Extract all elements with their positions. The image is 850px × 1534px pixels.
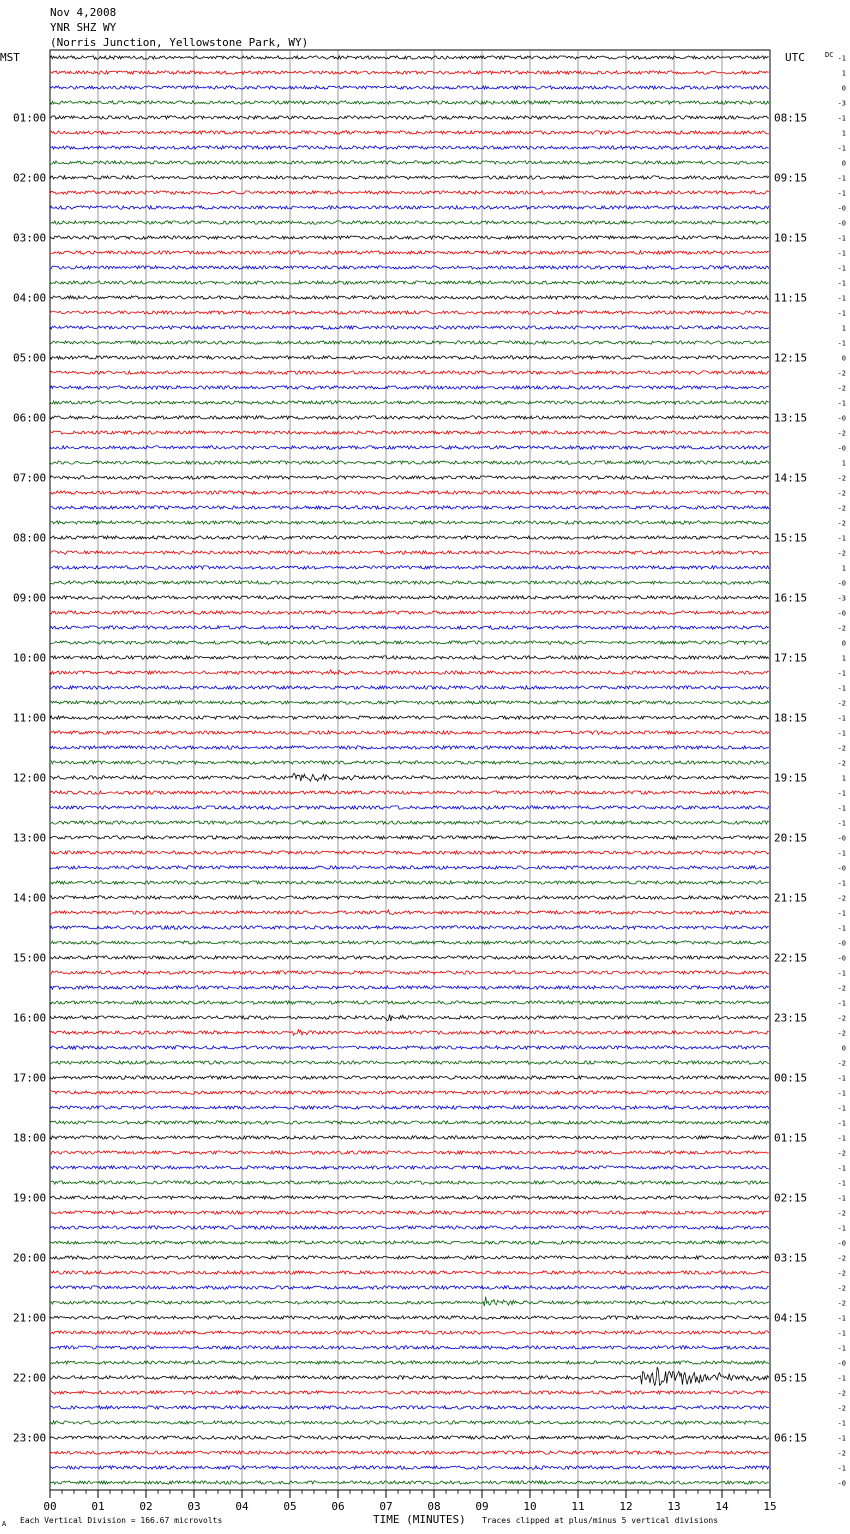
dc-offset-label: -2: [837, 699, 846, 708]
utc-hour-label: 14:15: [774, 471, 808, 485]
trace-row: [50, 910, 769, 915]
utc-hour-label: 05:15: [774, 1371, 808, 1385]
dc-offset-label: -2: [837, 1449, 846, 1458]
dc-offset-label: -2: [837, 489, 846, 498]
utc-hour-label: 13:15: [774, 411, 808, 425]
trace-row: [50, 56, 769, 59]
utc-hour-label: 16:15: [774, 591, 808, 605]
dc-offset-label: -1: [837, 1074, 846, 1083]
utc-hour-label: 02:15: [774, 1191, 808, 1205]
dc-offset-label: -1: [837, 1374, 846, 1383]
trace-row: [50, 236, 769, 239]
trace-row: [50, 356, 769, 359]
dc-offset-header: DC: [825, 51, 834, 59]
dc-offset-label: -2: [837, 984, 846, 993]
dc-offset-label: -1: [837, 1344, 846, 1353]
trace-row: [50, 611, 769, 614]
utc-hour-label: 01:15: [774, 1131, 808, 1145]
dc-offset-label: -1: [837, 249, 846, 258]
dc-offset-label: -1: [837, 999, 846, 1008]
dc-offset-label: 0: [841, 1044, 846, 1053]
mst-hour-label: 09:00: [13, 591, 47, 605]
utc-hour-label: 15:15: [774, 531, 808, 545]
trace-row: [50, 686, 769, 689]
mst-hour-label: 13:00: [13, 831, 47, 845]
dc-offset-label: -1: [837, 879, 846, 888]
dc-offset-label: 0: [841, 639, 846, 648]
station-code: YNR SHZ WY: [50, 21, 117, 34]
dc-offset-label: -2: [837, 1029, 846, 1038]
trace-row: [50, 161, 769, 164]
trace-row: [50, 551, 769, 554]
mst-hour-label: 14:00: [13, 891, 47, 905]
dc-offset-label: 0: [841, 354, 846, 363]
x-tick-label: 14: [715, 1500, 729, 1513]
trace-row: [50, 926, 769, 929]
trace-row: [50, 791, 769, 794]
mst-hour-label: 12:00: [13, 771, 47, 785]
dc-offset-label: -1: [837, 1224, 846, 1233]
trace-row: [50, 1466, 769, 1469]
mst-hour-label: 10:00: [13, 651, 47, 665]
trace-row: [50, 1451, 769, 1454]
x-tick-label: 01: [91, 1500, 105, 1513]
trace-row: [50, 1046, 769, 1049]
seismic-traces: [50, 56, 769, 1484]
dc-offset-label: -1: [837, 969, 846, 978]
trace-row: [50, 371, 769, 374]
mst-hour-label: 18:00: [13, 1131, 47, 1145]
dc-offset-label: 1: [841, 774, 846, 783]
trace-row: [50, 986, 769, 989]
dc-offset-label: -0: [837, 939, 846, 948]
x-tick-label: 04: [235, 1500, 249, 1513]
trace-row: [50, 191, 769, 194]
trace-row: [50, 881, 769, 884]
dc-offset-label: -1: [837, 264, 846, 273]
dc-offset-label: -1: [837, 729, 846, 738]
dc-offset-label: 0: [841, 159, 846, 168]
dc-offset-label: -1: [837, 189, 846, 198]
x-tick-label: 13: [667, 1500, 681, 1513]
dc-offset-label: -1: [837, 1434, 846, 1443]
trace-row: [50, 851, 769, 854]
utc-hour-label: 23:15: [774, 1011, 808, 1025]
trace-row: [50, 774, 769, 782]
dc-offset-label: -2: [837, 384, 846, 393]
dc-offset-label: -1: [837, 924, 846, 933]
trace-row: [50, 86, 769, 89]
mst-hour-label: 16:00: [13, 1011, 47, 1025]
trace-row: [50, 146, 769, 149]
utc-hour-label: 10:15: [774, 231, 808, 245]
dc-offset-label: -1: [837, 1134, 846, 1143]
dc-offset-label: -1: [837, 1089, 846, 1098]
x-tick-label: 02: [139, 1500, 153, 1513]
trace-row: [50, 866, 769, 869]
mst-hour-label: 06:00: [13, 411, 47, 425]
trace-row: [50, 1106, 769, 1109]
dc-offset-label: -2: [837, 504, 846, 513]
dc-offset-labels: [838, 55, 846, 1488]
dc-offset-label: 1: [841, 129, 846, 138]
trace-row: [50, 641, 769, 645]
dc-offset-label: -3: [837, 594, 846, 603]
x-tick-label: 15: [763, 1500, 777, 1513]
dc-offset-label: -1: [837, 1179, 846, 1188]
utc-hour-label: 11:15: [774, 291, 808, 305]
dc-offset-label: -1: [837, 1329, 846, 1338]
trace-row: [50, 446, 769, 449]
dc-offset-label: -1: [837, 804, 846, 813]
trace-row: [50, 431, 769, 434]
x-tick-label: 06: [331, 1500, 345, 1513]
left-timezone-label: MST: [0, 51, 20, 64]
x-tick-label: 12: [619, 1500, 633, 1513]
record-date: Nov 4,2008: [50, 6, 117, 19]
dc-offset-label: -1: [837, 234, 846, 243]
dc-offset-label: -2: [837, 1209, 846, 1218]
dc-offset-label: 1: [841, 459, 846, 468]
dc-offset-label: -1: [837, 819, 846, 828]
dc-offset-label: -1: [837, 174, 846, 183]
trace-row: [50, 116, 769, 119]
dc-offset-label: -3: [837, 99, 846, 108]
dc-offset-label: 1: [841, 654, 846, 663]
trace-row: [50, 251, 769, 254]
dc-offset-label: -2: [837, 759, 846, 768]
vertical-division-note: Each Vertical Division = 166.67 microvolts: [20, 1516, 223, 1525]
trace-row: [50, 1271, 769, 1274]
trace-row: [50, 491, 769, 494]
trace-row: [50, 1061, 769, 1064]
trace-row: [50, 566, 769, 569]
mst-hour-label: 21:00: [13, 1311, 47, 1325]
mst-hour-label: 19:00: [13, 1191, 47, 1205]
x-tick-label: 11: [571, 1500, 585, 1513]
utc-hour-labels: [774, 112, 807, 1445]
trace-row: [50, 596, 769, 599]
dc-offset-label: 1: [841, 69, 846, 78]
trace-row: [50, 296, 769, 299]
dc-offset-label: -0: [837, 609, 846, 618]
dc-offset-label: -0: [837, 204, 846, 213]
trace-row: [50, 221, 769, 224]
trace-row: [50, 1166, 769, 1169]
trace-row: [50, 1181, 769, 1184]
dc-offset-label: -1: [837, 144, 846, 153]
trace-row: [50, 626, 769, 629]
utc-hour-label: 18:15: [774, 711, 808, 725]
trace-row: [50, 1001, 769, 1004]
trace-row: [50, 101, 769, 104]
mst-hour-label: 17:00: [13, 1071, 47, 1085]
dc-offset-label: -0: [837, 1359, 846, 1368]
mst-hour-label: 15:00: [13, 951, 47, 965]
dc-offset-label: -1: [837, 1314, 846, 1323]
trace-row: [50, 386, 769, 389]
utc-hour-label: 09:15: [774, 171, 808, 185]
x-tick-label: 10: [523, 1500, 537, 1513]
dc-offset-label: -2: [837, 474, 846, 483]
dc-offset-label: 1: [841, 564, 846, 573]
utc-hour-label: 21:15: [774, 891, 808, 905]
dc-offset-label: -1: [837, 789, 846, 798]
right-timezone-label: UTC: [785, 51, 805, 64]
x-tick-label: 00: [43, 1500, 57, 1513]
mst-hour-label: 02:00: [13, 171, 47, 185]
dc-offset-label: 1: [841, 324, 846, 333]
dc-offset-label: -1: [837, 849, 846, 858]
utc-hour-label: 06:15: [774, 1431, 808, 1445]
dc-offset-label: -1: [837, 684, 846, 693]
trace-row: [50, 311, 769, 314]
dc-offset-label: -2: [837, 1059, 846, 1068]
trace-row: [50, 266, 769, 269]
dc-offset-label: -1: [837, 294, 846, 303]
trace-row: [50, 716, 769, 719]
dc-offset-label: -2: [837, 1404, 846, 1413]
dc-offset-label: -2: [837, 1269, 846, 1278]
trace-row: [50, 1361, 769, 1364]
dc-offset-label: -0: [837, 954, 846, 963]
dc-offset-label: -0: [837, 834, 846, 843]
dc-offset-label: -1: [837, 909, 846, 918]
mst-hour-label: 03:00: [13, 231, 47, 245]
trace-row: [50, 670, 769, 675]
dc-offset-label: -2: [837, 429, 846, 438]
trace-row: [50, 1015, 769, 1022]
dc-offset-label: -1: [837, 54, 846, 63]
trace-row: [50, 281, 769, 284]
trace-row: [50, 176, 769, 179]
dc-offset-label: -1: [837, 309, 846, 318]
trace-row: [50, 1076, 769, 1079]
utc-hour-label: 04:15: [774, 1311, 808, 1325]
utc-hour-label: 17:15: [774, 651, 808, 665]
trace-row: [50, 1196, 769, 1199]
trace-row: [50, 896, 769, 899]
trace-row: [50, 581, 769, 584]
trace-row: [50, 1121, 769, 1124]
trace-row: [50, 956, 769, 959]
dc-offset-label: -1: [837, 669, 846, 678]
trace-row: [50, 941, 769, 944]
trace-row: [50, 761, 769, 764]
dc-offset-label: -0: [837, 444, 846, 453]
mst-hour-label: 11:00: [13, 711, 47, 725]
utc-hour-label: 08:15: [774, 111, 808, 125]
dc-offset-label: -2: [837, 1389, 846, 1398]
x-tick-label: 05: [283, 1500, 297, 1513]
trace-row: [50, 656, 769, 659]
mst-hour-label: 01:00: [13, 111, 47, 125]
trace-row: [50, 1406, 769, 1409]
trace-row: [50, 476, 769, 479]
trace-row: [50, 536, 769, 539]
trace-row: [50, 1286, 769, 1289]
dc-offset-label: -2: [837, 1254, 846, 1263]
dc-offset-label: -2: [837, 744, 846, 753]
utc-hour-label: 12:15: [774, 351, 808, 365]
dc-offset-label: -0: [837, 414, 846, 423]
dc-offset-label: -1: [837, 1419, 846, 1428]
trace-row: [50, 71, 769, 74]
trace-row: [50, 1151, 769, 1154]
dc-offset-label: -2: [837, 1299, 846, 1308]
x-tick-label: 08: [427, 1500, 441, 1513]
x-tick-label: 07: [379, 1500, 393, 1513]
dc-offset-label: -2: [837, 624, 846, 633]
dc-offset-label: -2: [837, 369, 846, 378]
dc-offset-label: -1: [837, 714, 846, 723]
dc-offset-label: -0: [837, 864, 846, 873]
header: [50, 6, 308, 49]
dc-offset-label: -2: [837, 1149, 846, 1158]
dc-offset-label: -1: [837, 1164, 846, 1173]
dc-offset-label: -2: [837, 549, 846, 558]
trace-row: [50, 1091, 769, 1094]
trace-row: [50, 506, 769, 509]
dc-offset-label: -1: [837, 534, 846, 543]
trace-row: [50, 1211, 769, 1214]
dc-offset-label: -1: [837, 1119, 846, 1128]
dc-offset-label: -1: [837, 1104, 846, 1113]
x-axis: [43, 1490, 776, 1513]
clipping-note: Traces clipped at plus/minus 5 vertical divisions: [482, 1516, 719, 1525]
trace-row: [50, 836, 769, 839]
trace-row: [50, 461, 769, 464]
dc-offset-label: -2: [837, 894, 846, 903]
trace-row: [50, 701, 769, 704]
dc-offset-label: -1: [837, 1194, 846, 1203]
trace-row: [50, 1331, 769, 1334]
dc-offset-label: -2: [837, 1284, 846, 1293]
utc-hour-label: 00:15: [774, 1071, 808, 1085]
trace-row: [50, 1346, 769, 1349]
dc-offset-label: -1: [837, 1464, 846, 1473]
trace-row: [50, 1436, 769, 1439]
trace-row: [50, 746, 769, 749]
trace-row: [50, 1241, 769, 1244]
dc-offset-label: -1: [837, 399, 846, 408]
dc-offset-label: -0: [837, 1239, 846, 1248]
trace-row: [50, 971, 769, 974]
trace-row: [50, 806, 769, 809]
trace-row: [50, 1316, 769, 1319]
trace-row: [50, 326, 769, 329]
dc-offset-label: -0: [837, 579, 846, 588]
dc-offset-label: -2: [837, 1014, 846, 1023]
trace-row: [50, 131, 769, 134]
utc-hour-label: 03:15: [774, 1251, 808, 1265]
mst-hour-label: 07:00: [13, 471, 47, 485]
trace-row: [50, 1421, 769, 1424]
x-tick-label: 09: [475, 1500, 489, 1513]
dc-offset-label: -0: [837, 219, 846, 228]
trace-row: [50, 1256, 769, 1259]
x-axis-title: TIME (MINUTES): [373, 1513, 466, 1526]
utc-hour-label: 19:15: [774, 771, 808, 785]
trace-row: [50, 521, 769, 524]
mst-hour-label: 20:00: [13, 1251, 47, 1265]
station-location: (Norris Junction, Yellowstone Park, WY): [50, 36, 309, 49]
trace-row: [50, 1226, 769, 1229]
corner-mark: A: [2, 1520, 7, 1528]
trace-row: [50, 416, 769, 419]
trace-row: [50, 1030, 769, 1036]
trace-row: [50, 1367, 769, 1386]
dc-offset-label: -2: [837, 519, 846, 528]
utc-hour-label: 22:15: [774, 951, 808, 965]
mst-hour-label: 04:00: [13, 291, 47, 305]
trace-row: [50, 1391, 769, 1394]
mst-hour-label: 05:00: [13, 351, 47, 365]
dc-offset-label: -1: [837, 339, 846, 348]
mst-hour-labels: [13, 112, 46, 1445]
dc-offset-label: -1: [837, 279, 846, 288]
trace-row: [50, 341, 769, 344]
dc-offset-label: -0: [837, 1479, 846, 1488]
trace-row: [50, 206, 769, 209]
trace-row: [50, 1481, 769, 1484]
dc-offset-label: 0: [841, 84, 846, 93]
x-tick-label: 03: [187, 1500, 201, 1513]
dc-offset-label: -1: [837, 114, 846, 123]
trace-row: [50, 401, 769, 404]
trace-row: [50, 1297, 769, 1306]
trace-row: [50, 731, 769, 734]
trace-row: [50, 821, 769, 824]
mst-hour-label: 23:00: [13, 1431, 47, 1445]
mst-hour-label: 22:00: [13, 1371, 47, 1385]
utc-hour-label: 20:15: [774, 831, 808, 845]
mst-hour-label: 08:00: [13, 531, 47, 545]
trace-row: [50, 1136, 769, 1139]
